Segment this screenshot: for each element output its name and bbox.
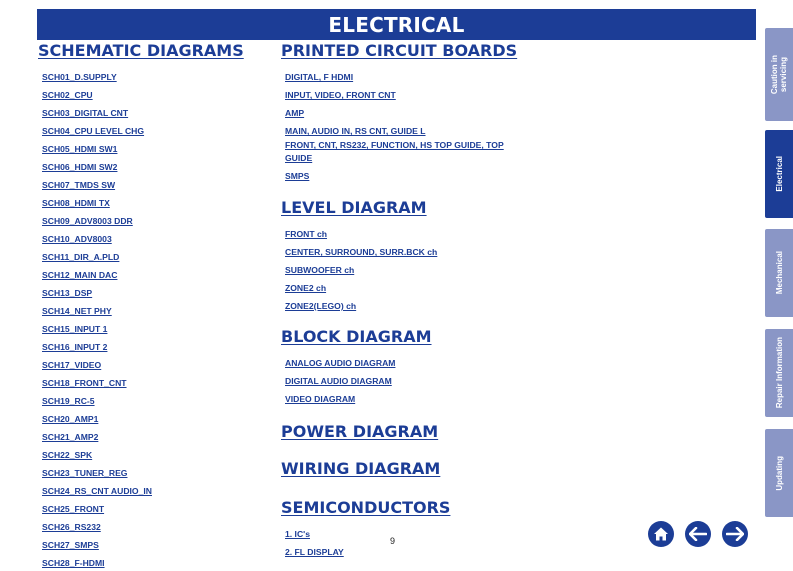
schematic-link[interactable]: SCH21_AMP2	[42, 432, 99, 442]
arrow-left-icon	[689, 527, 707, 541]
page-header	[37, 9, 756, 40]
right-column	[281, 42, 741, 560]
pcb-link[interactable]: MAIN, AUDIO IN, RS CNT, GUIDE L	[285, 126, 426, 136]
wiring-section	[281, 460, 741, 479]
block-list	[285, 353, 741, 407]
schematic-link[interactable]: SCH13_DSP	[42, 288, 93, 298]
back-button[interactable]	[685, 521, 711, 547]
level-link[interactable]: FRONT ch	[285, 229, 328, 239]
schematic-link[interactable]: SCH10_ADV8003	[42, 234, 112, 244]
pcb-section	[281, 42, 741, 184]
schematic-link[interactable]: SCH05_HDMI SW1	[42, 144, 118, 154]
pcb-link[interactable]: FRONT, CNT, RS232, FUNCTION, HS TOP GUIDE, TOP GUIDE	[285, 140, 504, 163]
schematic-link[interactable]: SCH17_VIDEO	[42, 360, 102, 370]
schematic-list	[42, 67, 268, 571]
schematic-link[interactable]: SCH20_AMP1	[42, 414, 99, 424]
schematic-link[interactable]: SCH27_SMPS	[42, 540, 99, 550]
tab-caution-in-servicing[interactable]	[765, 28, 793, 121]
schematic-link[interactable]: SCH08_HDMI TX	[42, 198, 110, 208]
level-link[interactable]: ZONE2(LEGO) ch	[285, 301, 357, 311]
tab-electrical[interactable]	[765, 130, 793, 218]
block-section	[281, 328, 741, 407]
level-diagram-title[interactable]: LEVEL DIAGRAM	[281, 198, 427, 217]
block-link[interactable]: VIDEO DIAGRAM	[285, 394, 356, 404]
wiring-diagram-title[interactable]: WIRING DIAGRAM	[281, 459, 441, 478]
home-button[interactable]	[648, 521, 674, 547]
schematic-link[interactable]: SCH25_FRONT	[42, 504, 105, 514]
page-title: ELECTRICAL	[328, 12, 465, 37]
level-link[interactable]: ZONE2 ch	[285, 283, 327, 293]
schematic-link[interactable]: SCH15_INPUT 1	[42, 324, 108, 334]
pcb-link[interactable]: SMPS	[285, 171, 310, 181]
schematic-link[interactable]: SCH04_CPU LEVEL CHG	[42, 126, 145, 136]
block-link[interactable]: DIGITAL AUDIO DIAGRAM	[285, 376, 392, 386]
tab-mechanical[interactable]	[765, 229, 793, 317]
tab-repair-information[interactable]	[765, 329, 793, 417]
schematic-link[interactable]: SCH01_D.SUPPLY	[42, 72, 117, 82]
level-link[interactable]: SUBWOOFER ch	[285, 265, 355, 275]
tab-label: Caution in servicing	[770, 54, 788, 95]
pcb-link[interactable]: INPUT, VIDEO, FRONT CNT	[285, 90, 396, 100]
semiconductor-link[interactable]: 1. IC's	[285, 529, 310, 539]
block-link[interactable]: ANALOG AUDIO DIAGRAM	[285, 358, 396, 368]
schematic-link[interactable]: SCH12_MAIN DAC	[42, 270, 118, 280]
schematic-link[interactable]: SCH16_INPUT 2	[42, 342, 108, 352]
schematic-link[interactable]: SCH28_F-HDMI	[42, 558, 105, 568]
semiconductors-title[interactable]: SEMICONDUCTORS	[281, 498, 451, 517]
schematic-diagrams-title[interactable]: SCHEMATIC DIAGRAMS	[38, 41, 244, 60]
schematic-link[interactable]: SCH14_NET PHY	[42, 306, 112, 316]
level-list	[285, 224, 741, 314]
semiconductor-link[interactable]: 2. FL DISPLAY	[285, 547, 344, 557]
tab-updating[interactable]	[765, 429, 793, 517]
tab-label: Electrical	[774, 156, 784, 192]
tab-label: Mechanical	[774, 251, 784, 295]
level-section	[281, 199, 741, 314]
left-column	[38, 42, 268, 571]
pcb-link[interactable]: AMP	[285, 108, 305, 118]
block-diagram-title[interactable]: BLOCK DIAGRAM	[281, 327, 432, 346]
forward-button[interactable]	[722, 521, 748, 547]
schematic-link[interactable]: SCH06_HDMI SW2	[42, 162, 118, 172]
schematic-link[interactable]: SCH23_TUNER_REG	[42, 468, 128, 478]
schematic-link[interactable]: SCH26_RS232	[42, 522, 101, 532]
schematic-link[interactable]: SCH24_RS_CNT AUDIO_IN	[42, 486, 152, 496]
tab-label: Updating	[774, 455, 784, 491]
page-number: 9	[390, 536, 396, 546]
tab-label: Repair Information	[774, 337, 784, 409]
pcb-link[interactable]: DIGITAL, F HDMI	[285, 72, 354, 82]
home-icon	[653, 526, 669, 542]
power-section	[281, 423, 741, 442]
power-diagram-title[interactable]: POWER DIAGRAM	[281, 422, 439, 441]
level-link[interactable]: CENTER, SURROUND, SURR.BCK ch	[285, 247, 438, 257]
schematic-link[interactable]: SCH22_SPK	[42, 450, 93, 460]
schematic-link[interactable]: SCH11_DIR_A.PLD	[42, 252, 120, 262]
schematic-link[interactable]: SCH09_ADV8003 DDR	[42, 216, 133, 226]
schematic-link[interactable]: SCH18_FRONT_CNT	[42, 378, 127, 388]
arrow-right-icon	[726, 527, 744, 541]
pcb-title[interactable]: PRINTED CIRCUIT BOARDS	[281, 41, 518, 60]
pcb-list	[285, 67, 741, 184]
schematic-link[interactable]: SCH07_TMDS SW	[42, 180, 116, 190]
schematic-link[interactable]: SCH19_RC-5	[42, 396, 95, 406]
schematic-link[interactable]: SCH02_CPU	[42, 90, 93, 100]
nav-buttons	[648, 521, 748, 547]
schematic-link[interactable]: SCH03_DIGITAL CNT	[42, 108, 129, 118]
